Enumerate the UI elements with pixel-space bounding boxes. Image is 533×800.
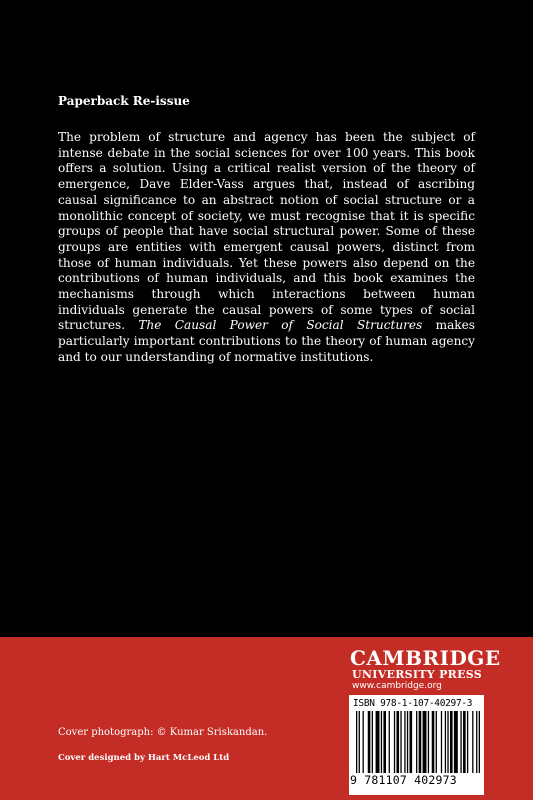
ean-digits: 9 781107 402973 <box>350 773 457 787</box>
publisher-logo <box>350 648 501 692</box>
barcode-bar <box>400 711 401 773</box>
barcode-bar <box>410 711 413 773</box>
barcode-panel <box>349 695 484 795</box>
barcode-bar <box>407 711 408 773</box>
barcode-bar <box>416 711 417 773</box>
barcode-bar <box>445 711 446 773</box>
publisher-name: CAMBRIDGE <box>350 646 501 670</box>
barcode-bar <box>376 711 380 773</box>
barcode-bar <box>472 711 473 773</box>
barcode-bar <box>381 711 382 773</box>
barcode-bar <box>432 711 435 773</box>
cover-photo-credit: Cover photograph: © Kumar Sriskandan. <box>58 727 268 738</box>
barcode-bar <box>454 711 458 773</box>
barcode-bars <box>356 711 480 773</box>
barcode-bar <box>419 711 422 773</box>
barcode-bar <box>450 711 453 773</box>
barcode-bar <box>463 711 466 773</box>
cover-design-credit: Cover designed by Hart McLeod Ltd <box>58 753 230 763</box>
barcode-bar <box>436 711 437 773</box>
cover-bottom-band <box>0 637 533 800</box>
barcode-bar <box>423 711 427 773</box>
barcode-bar <box>479 711 480 773</box>
blurb-text-part2: makes particularly important contributions to the theory of human agency and to our understanding of normative institutions. <box>58 318 475 364</box>
barcode-bar <box>356 711 357 773</box>
barcode-bar <box>359 711 360 773</box>
cover-heading: Paperback Re-issue <box>58 94 190 108</box>
barcode-bar <box>396 711 399 773</box>
barcode-bar <box>389 711 390 773</box>
barcode-bar <box>476 711 477 773</box>
barcode-bar <box>363 711 364 773</box>
publisher-url: www.cambridge.org <box>352 681 442 691</box>
blurb-book-title: The Causal Power of Social Structures <box>138 318 423 333</box>
barcode-bar <box>372 711 373 773</box>
barcode-bar <box>383 711 386 773</box>
barcode-bar <box>467 711 468 773</box>
barcode-bar <box>394 711 395 773</box>
cover-blurb <box>58 130 475 366</box>
barcode-bar <box>428 711 429 773</box>
blurb-text-part1: The problem of structure and agency has been the subject of intense debate in the social sciences for over 100 years. This book offers a solution. Using a critical realist version of the theory of emergence, Dave Elder-Vass argues that, instead of ascribing causal significance to an abstract notion of social structure or a monolithic concept of society, we must recognise that it is specific groups of people that have social structural power. Some of these groups are entities with emergent causal powers, distinct from those of human individuals. Yet these powers also depend on the contributions of human individuals, and this book examines the mechanisms through which interactions between human individuals generate the causal powers of some types of social structures. <box>58 130 475 333</box>
publisher-subname: UNIVERSITY PRESS <box>352 668 483 681</box>
isbn-label: ISBN 978-1-107-40297-3 <box>353 698 473 709</box>
barcode-bar <box>460 711 461 773</box>
barcode-bar <box>368 711 371 773</box>
barcode-bar <box>441 711 442 773</box>
barcode-bar <box>404 711 405 773</box>
barcode-bar <box>447 711 448 773</box>
